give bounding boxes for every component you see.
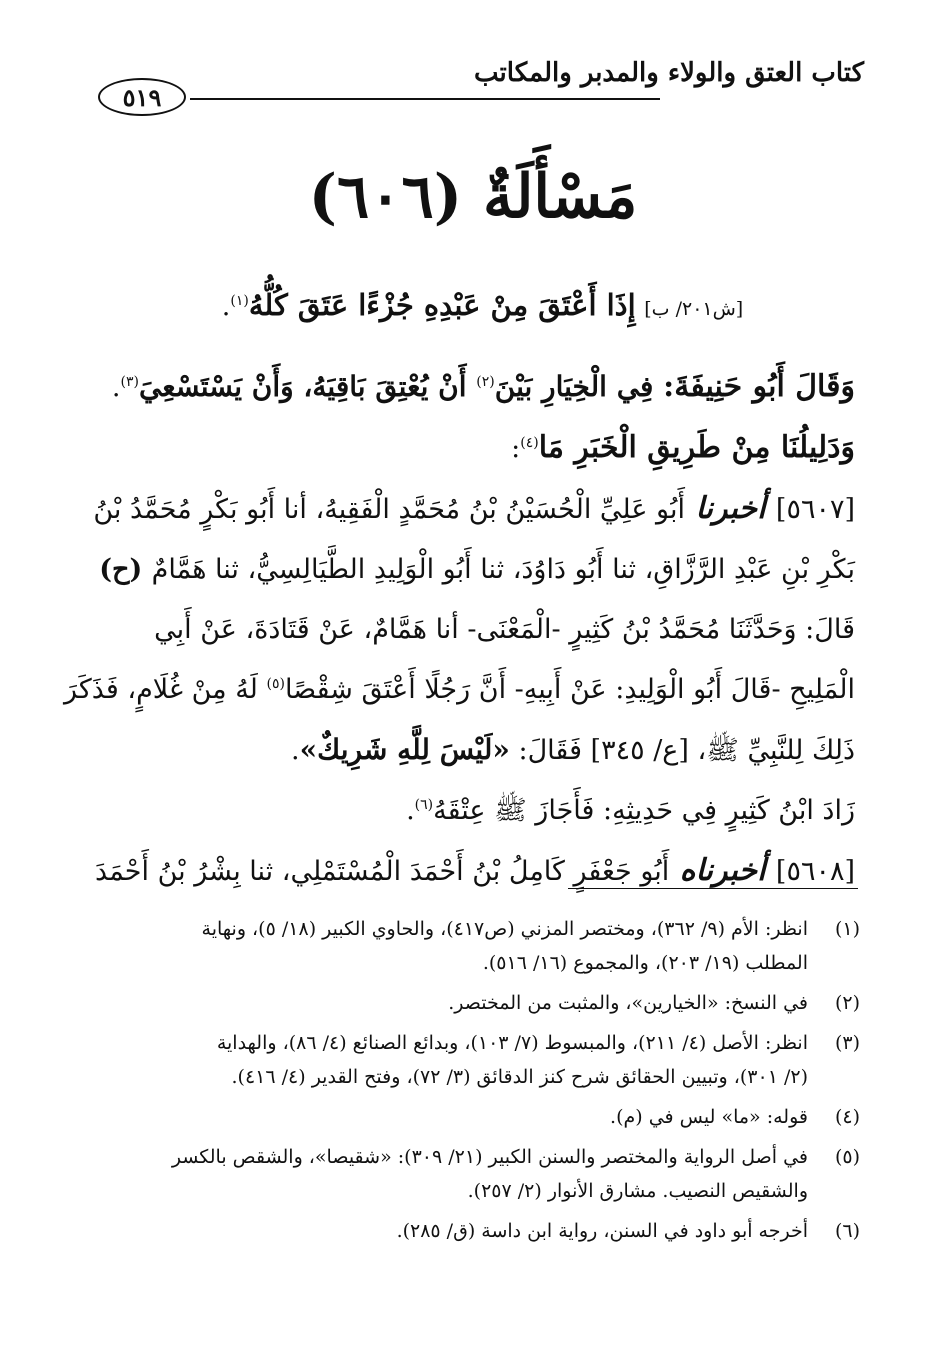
footnote-marker: (٤) <box>520 435 539 451</box>
hadith-number: [٥٦٠٨] <box>775 856 855 887</box>
footnote-number: (٤) <box>834 1106 860 1128</box>
hadith-number: [٥٦٠٧] <box>775 494 855 525</box>
footnote-text <box>118 1140 808 1208</box>
matn-text: الْمَلِيحِ -قَالَ أَبُو الْوَلِيدِ: عَنْ أَبِيهِ- أَنَّ رَجُلًا أَعْتَقَ شِقْصًا <box>284 674 855 705</box>
footnote-number: (١) <box>834 918 860 940</box>
punctuation: . <box>291 735 300 766</box>
footnote-line: أخرجه أبو داود في السنن، رواية ابن داسة (ق/ ٢٨٥). <box>396 1220 808 1242</box>
footnote-marker: (٦) <box>414 797 434 813</box>
footnote-line: قوله: «ما» ليس في (م). <box>610 1106 808 1128</box>
footnote-line: انظر: الأم (٩/ ٣٦٢)، ومختصر المزني (ص٤١٧)، والحاوي الكبير (١٨/ ٥)، ونهاية <box>201 918 808 940</box>
footnote-line: انظر: الأصل (٤/ ٢١١)، والمبسوط (٧/ ١٠٣)، وبدائع الصنائع (٤/ ٨٦)، والهداية <box>216 1032 808 1054</box>
footnote-text <box>118 986 808 1020</box>
hadith-5607-line-3 <box>110 600 855 660</box>
footnote-1 <box>118 912 860 980</box>
footnote-number: (٢) <box>834 992 860 1014</box>
page-number: ٥١٩ <box>122 82 162 112</box>
footnote-5 <box>118 1140 860 1208</box>
footnote-number: (٣) <box>834 1032 860 1054</box>
isnad-text: قَالَ: وَحَدَّثَنَا مُحَمَّدُ بْنُ كَثِيرٍ -الْمَعْنَى- أنا هَمَّامٌ، عَنْ قَتَادَةَ، عَنْ أَبِي <box>154 614 855 645</box>
issue-heading: إِذَا أَعْتَقَ مِنْ عَبْدِهِ جُزْءًا عَتَقَ كُلُّهُ <box>248 288 636 322</box>
footnote-number: (٥) <box>834 1146 860 1168</box>
paragraph-text: أَنْ يُعْتِقَ بَاقِيَهُ، وَأَنْ يَسْتَسْعِيَ <box>138 370 477 403</box>
manuscript-ref: [ش٢٠١/ ب] <box>644 298 744 320</box>
footnote-separator <box>568 888 858 889</box>
isnad-text: أَبُو عَلِيِّ الْحُسَيْنُ بْنُ مُحَمَّدٍ الْفَقِيهُ، أنا أَبُو بَكْرٍ مُحَمَّدُ بْنُ <box>93 494 686 525</box>
matn-text: لَهُ مِنْ غُلَامٍ، فَذَكَرَ <box>63 674 267 705</box>
footnote-number: (٦) <box>834 1220 860 1242</box>
footnote-marker: (٢) <box>476 374 495 390</box>
issue-statement <box>110 285 855 329</box>
footnote-line: (٢/ ٣٠١)، وتبيين الحقائق شرح كنز الدقائق (٣/ ٧٢)، وفتح القدير (٤/ ٤١٦). <box>231 1066 808 1088</box>
prophet-quote: «لَيْسَ لِلَّهِ شَرِيكٌ» <box>299 733 510 766</box>
punctuation: : <box>511 433 521 464</box>
footnote-6 <box>118 1214 860 1248</box>
punctuation: . <box>111 372 121 403</box>
footnote-marker: (٣) <box>120 374 139 390</box>
footnote-line: في أصل الرواية والمختصر والسنن الكبير (٢١/ ٣٠٩): «شقيصا»، والشقص بالكسر <box>171 1146 808 1168</box>
paragraph-evidence <box>110 418 855 479</box>
punctuation: . <box>221 291 231 322</box>
paragraph-lead: وَقَالَ أَبُو حَنِيفَةَ: <box>663 369 855 404</box>
footnote-marker: (١) <box>230 293 249 309</box>
footnote-line: والشقيص النصيب. مشارق الأنوار (٢/ ٢٥٧). <box>467 1180 808 1202</box>
footnote-line: المطلب (١٩/ ٢٠٣)، والمجموع (١٦/ ٥١٦). <box>482 952 808 974</box>
footnote-2 <box>118 986 860 1020</box>
running-title: كتاب العتق والولاء والمدبر والمكاتب <box>474 58 864 88</box>
tahwil-mark: (ح) <box>99 554 152 585</box>
page-number-badge <box>98 78 186 116</box>
footnote-text <box>118 1100 808 1134</box>
hadith-5607-line-5 <box>110 720 855 781</box>
footnote-4 <box>118 1100 860 1134</box>
issue-title: مَسْأَلَةٌ (٦٠٦) <box>308 162 638 232</box>
footnote-3 <box>118 1026 860 1094</box>
header-rule <box>190 98 660 100</box>
footnote-text <box>118 912 808 980</box>
footnote-marker: (٥) <box>266 676 285 692</box>
hadith-5607-line-1 <box>93 479 855 540</box>
isnad-text: أَبُو جَعْفَرٍ كَامِلُ بْنُ أَحْمَدَ الْمُسْتَمْلِي، ثنا بِشْرُ بْنُ أَحْمَدَ <box>95 856 670 887</box>
footnote-text <box>118 1026 808 1094</box>
hadith-5607-line-2 <box>99 540 855 600</box>
paragraph-abu-hanifa <box>110 357 855 418</box>
hadith-5608-line-1 <box>95 841 855 902</box>
hadith-5607-addition <box>110 781 855 841</box>
akhbarana-word: أخبرنا <box>685 491 776 526</box>
matn-text: زَادَ ابْنُ كَثِيرٍ فِي حَدِيثِهِ: فَأَجَازَ ﷺ عِتْقَهُ <box>433 795 855 826</box>
hadith-5607-line-4 <box>63 660 855 720</box>
footnote-line: في النسخ: «الخيارين»، والمثبت من المختصر. <box>448 992 808 1014</box>
paragraph-text: فِي الْخِيَارِ بَيْنَ <box>494 370 664 403</box>
akhbarana-word: أخبرناه <box>669 853 776 888</box>
body-text <box>63 285 855 902</box>
punctuation: . <box>406 795 415 826</box>
footnote-text <box>118 1214 808 1248</box>
matn-text: ذَلِكَ لِلنَّبِيِّ ﷺ، [ع/ ٣٤٥] فَقَالَ: <box>509 735 855 766</box>
footnotes <box>118 912 860 1254</box>
paragraph-lead: وَدَلِيلُنَا مِنْ طَرِيقِ الْخَبَرِ مَا <box>538 430 855 465</box>
isnad-text: بَكْرِ بْنِ عَبْدِ الرَّزَّاقِ، ثنا أَبُو دَاوُدَ، ثنا أَبُو الْوَلِيدِ الطَّيَالِسِيُّ، ثنا هَمَّامٌ <box>151 554 855 585</box>
